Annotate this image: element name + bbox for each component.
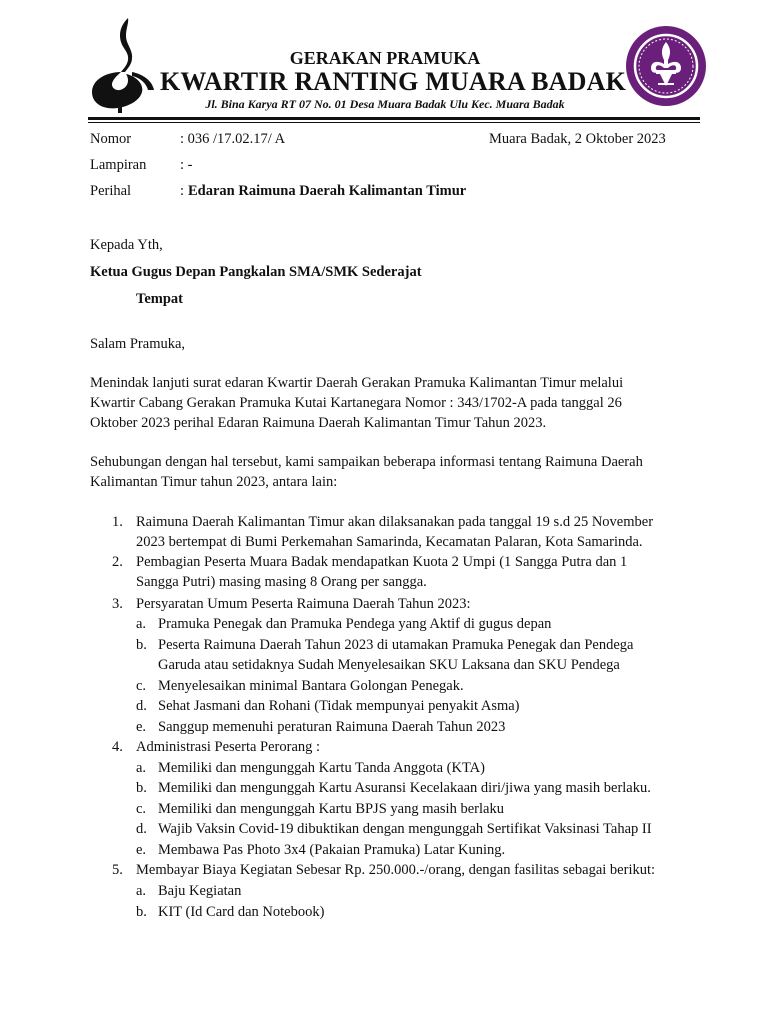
sublist-text: Membawa Pas Photo 3x4 (Pakaian Pramuka) Latar Kuning.: [158, 842, 506, 858]
list-item-number: 4.: [112, 739, 123, 755]
list-item-number: 2.: [112, 554, 123, 570]
org-name: KWARTIR RANTING MUARA BADAK: [160, 67, 627, 96]
list-item-text: Persyaratan Umum Peserta Raimuna Daerah Tahun 2023:: [136, 596, 471, 612]
sublist-letter: b.: [136, 780, 147, 796]
recipient-greeting: Kepada Yth,: [90, 237, 163, 253]
sublist-text: Sanggup memenuhi peraturan Raimuna Daerah Tahun 2023: [158, 719, 506, 735]
letterhead-rule-thin: [88, 122, 700, 123]
sublist-text: Peserta Raimuna Daerah Tahun 2023 di utamakan Pramuka Penegak dan Pendega: [158, 637, 634, 653]
nomor-value: : 036 /17.02.17/ A: [180, 131, 286, 147]
sublist-letter: a.: [136, 616, 147, 632]
paragraph2-line: Sehubungan dengan hal tersebut, kami sampaikan beberapa informasi tentang Raimuna Daerah: [90, 454, 643, 470]
sublist-text: Memiliki dan mengunggah Kartu Asuransi Kecelakaan diri/jiwa yang masih berlaku.: [158, 780, 651, 796]
paragraph2-line: Kalimantan Timur tahun 2023, antara lain:: [90, 474, 338, 490]
sublist-letter: a.: [136, 883, 147, 899]
sublist-text: Wajib Vaksin Covid-19 dibuktikan dengan mengunggah Sertifikat Vaksinasi Tahap II: [158, 821, 652, 837]
world-scout-emblem-icon: [625, 24, 707, 108]
list-item-text: 2023 bertempat di Bumi Perkemahan Samarinda, Kecamatan Palaran, Kota Samarinda.: [136, 534, 643, 550]
lampiran-label: Lampiran: [90, 157, 147, 173]
sublist-text: Sehat Jasmani dan Rohani (Tidak mempunyai penyakit Asma): [158, 698, 520, 714]
sublist-letter: b.: [136, 637, 147, 653]
salutation: Salam Pramuka,: [90, 336, 186, 352]
nomor-label: Nomor: [90, 131, 132, 147]
sublist-letter: d.: [136, 821, 147, 837]
recipient-name: Ketua Gugus Depan Pangkalan SMA/SMK Sederajat: [90, 264, 422, 280]
lampiran-value: : -: [180, 157, 193, 173]
sublist-text: Garuda atau setidaknya Sudah Menyelesaikan SKU Laksana dan SKU Pendega: [158, 657, 620, 673]
list-item-text: Administrasi Peserta Perorang :: [136, 739, 321, 755]
sublist-text: Pramuka Penegak dan Pramuka Pendega yang Aktif di gugus depan: [158, 616, 552, 632]
list-item-number: 1.: [112, 514, 123, 530]
list-item-text: Membayar Biaya Kegiatan Sebesar Rp. 250.000.-/orang, dengan fasilitas sebagai berikut:: [136, 862, 656, 878]
sublist-text: KIT (Id Card dan Notebook): [158, 904, 325, 920]
org-parent-name: GERAKAN PRAMUKA: [289, 48, 481, 68]
sublist-letter: b.: [136, 904, 147, 920]
list-item-text: Pembagian Peserta Muara Badak mendapatkan Kuota 2 Umpi (1 Sangga Putra dan 1: [136, 554, 628, 570]
org-address: Jl. Bina Karya RT 07 No. 01 Desa Muara Badak Ulu Kec. Muara Badak: [205, 97, 565, 111]
perihal-label: Perihal: [90, 183, 132, 199]
sublist-letter: d.: [136, 698, 147, 714]
sublist-letter: a.: [136, 760, 147, 776]
place-date: Muara Badak, 2 Oktober 2023: [489, 131, 666, 147]
letterhead-rule-thick: [88, 117, 700, 120]
sublist-letter: c.: [136, 801, 147, 817]
perihal-colon: :: [180, 183, 185, 199]
paragraph1-line: Menindak lanjuti surat edaran Kwartir Daerah Gerakan Pramuka Kalimantan Timur melalui: [90, 375, 624, 391]
paragraph1-line: Oktober 2023 perihal Edaran Raimuna Daerah Kalimantan Timur Tahun 2023.: [90, 415, 547, 431]
paragraph1-line: Kwartir Cabang Gerakan Pramuka Kutai Kartanegara Nomor : 343/1702-A pada tanggal 26: [90, 395, 622, 411]
sublist-text: Memiliki dan mengunggah Kartu Tanda Anggota (KTA): [158, 760, 485, 776]
perihal-value: Edaran Raimuna Daerah Kalimantan Timur: [188, 183, 467, 199]
sublist-text: Menyelesaikan minimal Bantara Golongan Penegak.: [158, 678, 464, 694]
sublist-text: Baju Kegiatan: [158, 883, 242, 899]
sublist-text: Memiliki dan mengunggah Kartu BPJS yang masih berlaku: [158, 801, 504, 817]
list-item-text: Sangga Putri) masing masing 8 Orang per sangga.: [136, 574, 427, 590]
list-item-number: 3.: [112, 596, 123, 612]
sublist-letter: e.: [136, 719, 147, 735]
sublist-letter: e.: [136, 842, 147, 858]
sublist-letter: c.: [136, 678, 147, 694]
recipient-place: Tempat: [136, 291, 183, 307]
tunas-kelapa-logo-icon: [88, 14, 158, 114]
list-item-text: Raimuna Daerah Kalimantan Timur akan dilaksanakan pada tanggal 19 s.d 25 November: [136, 514, 654, 530]
list-item-number: 5.: [112, 862, 123, 878]
